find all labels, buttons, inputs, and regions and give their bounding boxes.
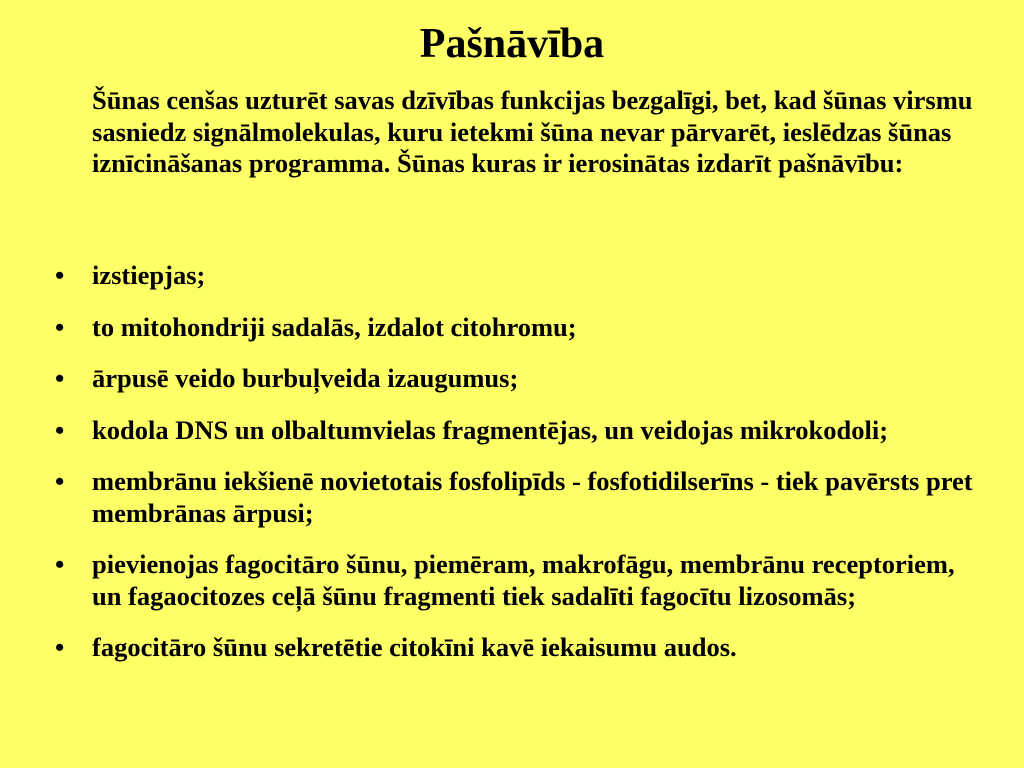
bullet-text: izstiepjas; <box>92 260 206 290</box>
bullet-item <box>0 415 982 447</box>
bullet-icon: • <box>55 466 65 496</box>
bullet-item <box>0 549 982 612</box>
slide-title: Pašnāvība <box>419 21 605 67</box>
bullet-icon: • <box>55 549 65 579</box>
bullet-text: to mitohondriji sadalās, izdalot citohromu; <box>92 311 577 342</box>
intro-paragraph: Šūnas cenšas uzturēt savas dzīvības funkcijas bezgalīgi, bet, kad šūnas virsmu sasniedz signālmolekulas, kuru ietekmi šūna nevar pārvarēt, ieslēdzas šūnas iznīcināšanas programma. Šūnas kuras ir ierosinātas izdarīt pašnāvību: <box>92 85 973 178</box>
bullet-icon: • <box>55 311 65 342</box>
bullet-item <box>0 312 982 344</box>
bullet-icon: • <box>55 414 65 445</box>
bullet-icon: • <box>55 260 65 290</box>
bullet-text: pievienojas fagocitāro šūnu, piemēram, makrofāgu, membrānu receptoriem, un fagaocitozes ceļā šūnu fragmenti tiek sadalīti fagocītu lizosomās; <box>92 549 955 611</box>
bullet-text: ārpusē veido burbuļveida izaugumus; <box>92 363 519 393</box>
bullet-list <box>0 260 1024 684</box>
bullet-text: fagocitāro šūnu sekretētie citokīni kavē iekaisumu audos. <box>92 632 737 662</box>
bullet-icon: • <box>55 363 65 393</box>
bullet-item <box>0 466 982 529</box>
bullet-item <box>0 632 982 664</box>
bullet-icon: • <box>55 632 65 662</box>
bullet-item <box>0 363 982 395</box>
bullet-item <box>0 260 982 292</box>
bullet-text: membrānu iekšienē novietotais fosfolipīds - fosfotidilserīns - tiek pavērsts pret membrānas ārpusi; <box>92 466 973 528</box>
bullet-text: kodola DNS un olbaltumvielas fragmentējas, un veidojas mikrokodoli; <box>92 414 889 445</box>
